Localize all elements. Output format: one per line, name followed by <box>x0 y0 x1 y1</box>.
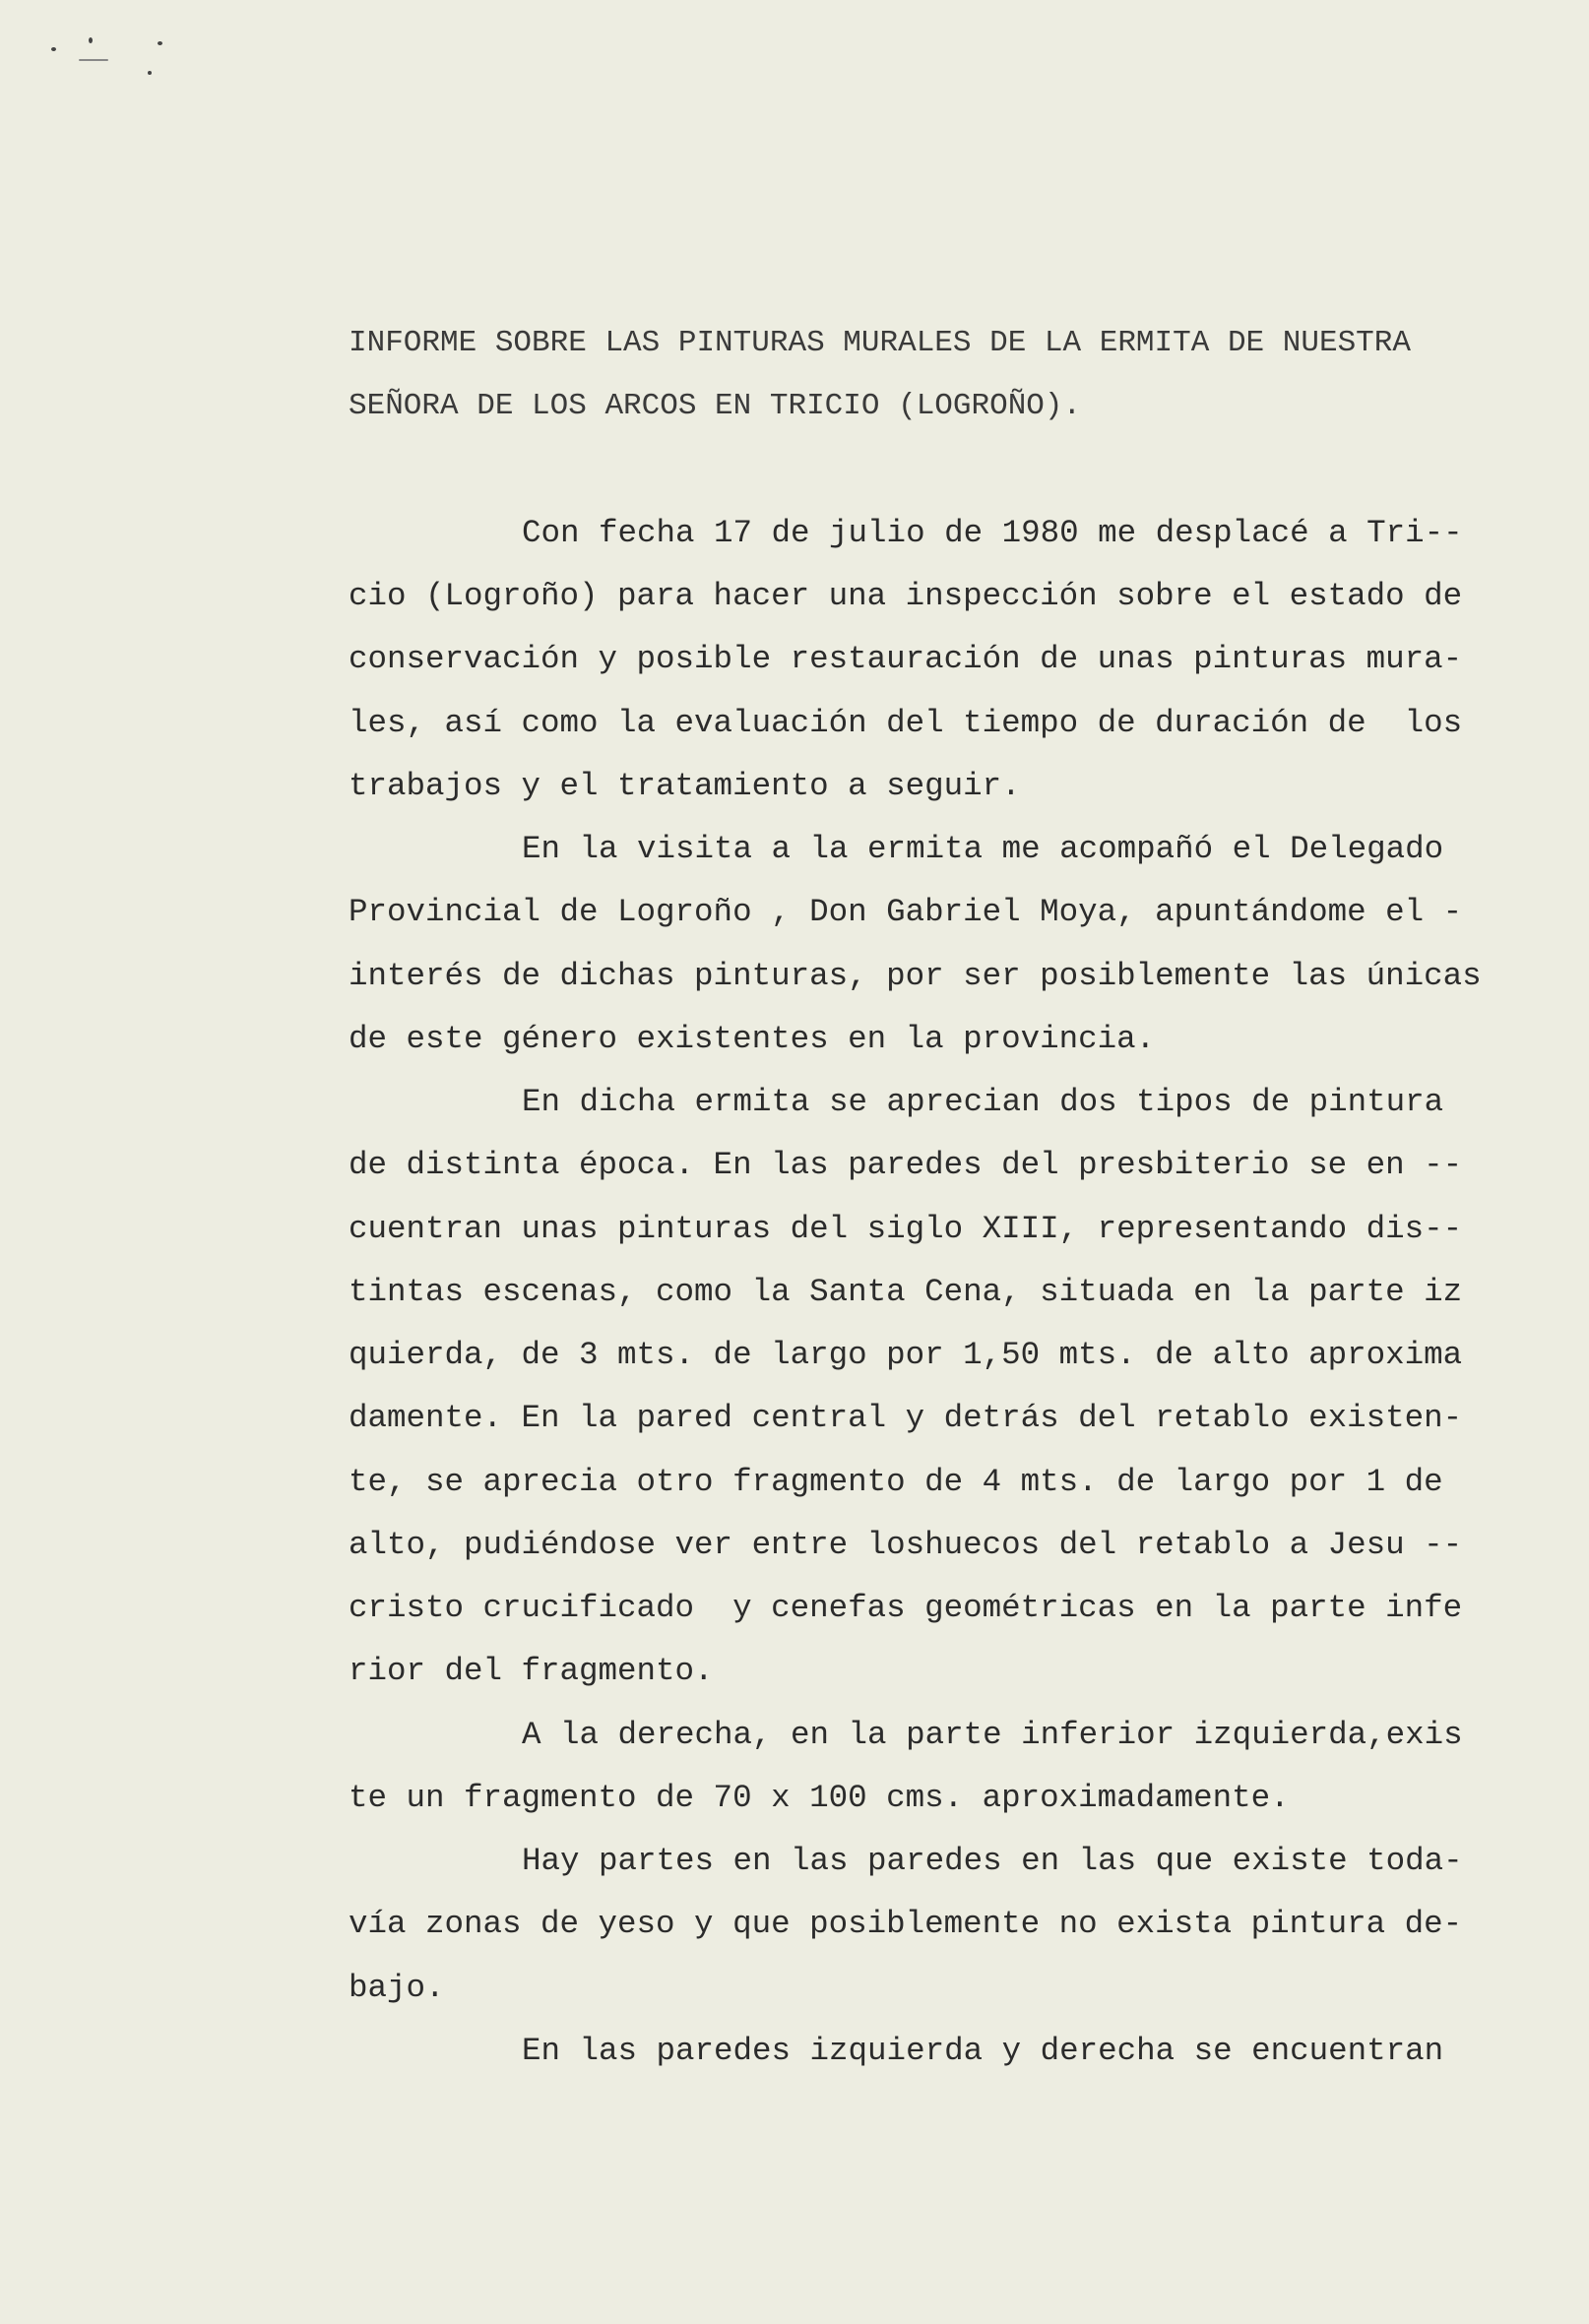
ink-speck <box>148 71 152 75</box>
text-line: les, así como la evaluación del tiempo de duración de los <box>349 704 1463 741</box>
document-body <box>349 502 1491 2083</box>
text-line: Con fecha 17 de julio de 1980 me desplacé a Tri-- <box>522 514 1463 551</box>
text-line: tintas escenas, como la Santa Cena, situada en la parte iz <box>349 1273 1463 1310</box>
text-line: cuentran unas pinturas del siglo XIII, representando dis-- <box>349 1210 1463 1247</box>
text-line: A la derecha, en la parte inferior izquierda,exis <box>522 1716 1463 1753</box>
text-line: te, se aprecia otro fragmento de 4 mts. de largo por 1 de <box>349 1463 1443 1500</box>
document-title <box>349 312 1491 439</box>
text-line: trabajos y el tratamiento a seguir. <box>349 767 1021 804</box>
ink-speck <box>79 59 108 61</box>
text-line: rior del fragmento. <box>349 1653 714 1690</box>
text-line: Provincial de Logroño , Don Gabriel Moya, apuntándome el - <box>349 894 1463 931</box>
paragraph <box>349 502 1491 818</box>
ink-speck <box>158 41 162 45</box>
title-line: SEÑORA DE LOS ARCOS EN TRICIO (LOGROÑO). <box>349 389 1082 424</box>
text-line: interés de dichas pinturas, por ser posiblemente las únicas <box>349 957 1482 994</box>
paragraph <box>349 818 1491 1071</box>
paragraph <box>349 2020 1491 2083</box>
ink-speck <box>51 47 56 51</box>
blank-line <box>349 439 1491 502</box>
text-line: de distinta época. En las paredes del presbiterio se en -- <box>349 1147 1463 1184</box>
text-line: vía zonas de yeso y que posiblemente no exista pintura de- <box>349 1906 1463 1943</box>
title-line: INFORME SOBRE LAS PINTURAS MURALES DE LA ERMITA DE NUESTRA <box>349 326 1411 360</box>
text-line: damente. En la pared central y detrás del retablo existen- <box>349 1400 1463 1437</box>
paragraph <box>349 1704 1491 1831</box>
text-line: conservación y posible restauración de unas pinturas mura- <box>349 641 1463 678</box>
text-line: cio (Logroño) para hacer una inspección sobre el estado de <box>349 578 1463 614</box>
text-line: cristo crucificado y cenefas geométricas en la parte infe <box>349 1590 1463 1626</box>
text-line: quierda, de 3 mts. de largo por 1,50 mts. de alto aproxima <box>349 1337 1463 1373</box>
text-line: Hay partes en las paredes en las que existe toda- <box>522 1843 1463 1879</box>
text-line: te un fragmento de 70 x 100 cms. aproximadamente. <box>349 1779 1290 1816</box>
document-page <box>349 312 1491 2083</box>
text-line: alto, pudiéndose ver entre loshuecos del retablo a Jesu -- <box>349 1526 1463 1563</box>
text-line: En la visita a la ermita me acompañó el Delegado <box>522 831 1444 867</box>
ink-speck <box>89 37 93 43</box>
text-line: de este género existentes en la provincia. <box>349 1020 1156 1057</box>
paragraph <box>349 1830 1491 2020</box>
text-line: En dicha ermita se aprecian dos tipos de pintura <box>522 1084 1444 1120</box>
text-line: En las paredes izquierda y derecha se encuentran <box>522 2032 1444 2069</box>
text-line: bajo. <box>349 1969 445 2006</box>
paragraph <box>349 1071 1491 1704</box>
